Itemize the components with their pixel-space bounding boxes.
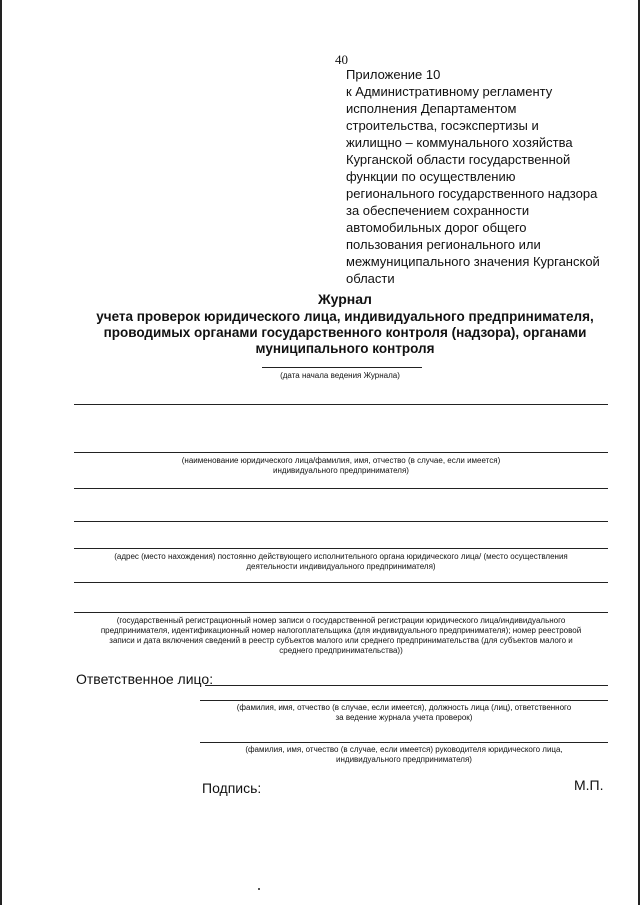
appendix-block: [346, 66, 616, 287]
address-line-1: [74, 488, 608, 489]
address-line-2: [74, 521, 608, 522]
responsible-person-line-2: [200, 700, 608, 701]
caption-line: (фамилия, имя, отчество (в случае, если имеется) руководителя юридического лица,: [245, 745, 563, 754]
appendix-line: за обеспечением сохранности: [346, 203, 530, 218]
responsible-person-caption: [200, 703, 608, 723]
caption-line: индивидуального предпринимателя): [273, 466, 409, 475]
appendix-line: строительства, госэкспертизы и: [346, 118, 539, 133]
responsible-person-label: Ответственное лицо:: [76, 671, 214, 687]
appendix-line: пользования регионального или: [346, 237, 541, 252]
caption-line: записи и дата включения сведений в реестр субъектов малого или среднего предпринимательства (для субъектов малого и: [109, 636, 573, 645]
responsible-person-line: [205, 685, 608, 686]
registration-line-1: [74, 582, 608, 583]
caption-line: индивидуального предпринимателя): [336, 755, 472, 764]
scan-edge-left: [0, 0, 2, 905]
journal-subtitle-line: проводимых органами государственного контроля (надзора), органами: [103, 325, 587, 340]
registration-caption: [74, 616, 608, 656]
appendix-line: регионального государственного надзора: [346, 186, 598, 201]
seal-label: М.П.: [574, 777, 604, 793]
caption-line: предпринимателя, идентификационный номер налогоплательщика (для индивидуального предпринимателя); номер реестровой: [100, 626, 582, 635]
caption-line: среднего предпринимательства)): [279, 646, 403, 655]
caption-line: (государственный регистрационный номер записи о государственной регистрации юридического лица/индивидуального: [116, 616, 566, 625]
entity-name-caption: [74, 456, 608, 476]
start-date-caption: (дата начала ведения Журнала): [280, 371, 400, 380]
appendix-line: автомобильных дорог общего: [346, 220, 527, 235]
appendix-line: жилищно – коммунального хозяйства: [346, 135, 573, 150]
appendix-line: исполнения Департаментом: [346, 101, 517, 116]
address-caption: [74, 552, 608, 572]
address-line-3: [74, 548, 608, 549]
head-caption: [200, 745, 608, 765]
appendix-line: области: [346, 271, 395, 286]
page-number: 40: [335, 52, 348, 67]
journal-subtitle: [90, 309, 600, 357]
caption-line: (наименование юридического лица/фамилия, имя, отчество (в случае, если имеется): [181, 456, 501, 465]
journal-title: Журнал: [318, 291, 372, 307]
signature-label: Подпись:: [202, 780, 262, 796]
caption-line: деятельности индивидуального предпринимателя): [246, 562, 436, 571]
appendix-line: Курганской области государственной: [346, 152, 571, 167]
scan-speck: [258, 888, 260, 890]
caption-line: (фамилия, имя, отчество (в случае, если имеется), должность лица (лиц), ответственного: [236, 703, 572, 712]
journal-subtitle-line: муниципального контроля: [255, 341, 435, 356]
head-line: [200, 742, 608, 743]
entity-name-line-2: [74, 452, 608, 453]
caption-line: за ведение журнала учета проверок): [335, 713, 473, 722]
appendix-line: функции по осуществлению: [346, 169, 516, 184]
appendix-line: межмуниципального значения Курганской: [346, 254, 600, 269]
caption-line: (адрес (место нахождения) постоянно действующего исполнительного органа юридического лица/ (место осуществления: [114, 552, 568, 561]
registration-line-2: [74, 612, 608, 613]
appendix-line: Приложение 10: [346, 67, 441, 82]
entity-name-line-1: [74, 404, 608, 405]
journal-subtitle-line: учета проверок юридического лица, индивидуального предпринимателя,: [96, 309, 594, 324]
start-date-line: [262, 367, 422, 368]
appendix-line: к Административному регламенту: [346, 84, 553, 99]
